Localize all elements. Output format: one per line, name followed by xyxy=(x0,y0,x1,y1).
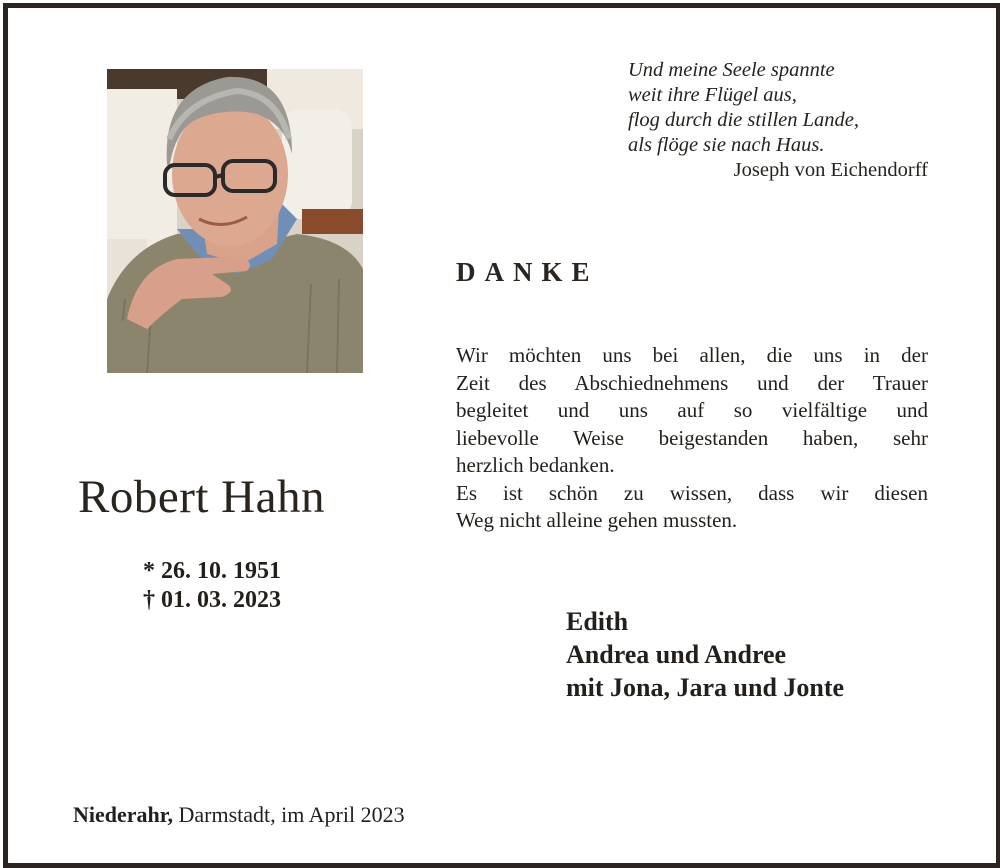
message-line: Wir möchten uns bei allen, die uns in der xyxy=(456,343,928,367)
message-line: herzlich bedanken. xyxy=(456,453,615,477)
family-line: mit Jona, Jara und Jonte xyxy=(566,673,845,702)
poem-line: flog durch die stillen Lande, xyxy=(628,109,859,131)
death-date: † 01. 03. 2023 xyxy=(143,586,281,613)
poem-line: weit ihre Flügel aus, xyxy=(628,84,797,106)
message-line: Weg nicht alleine gehen mussten. xyxy=(456,508,738,532)
place-name: Niederahr, xyxy=(73,802,174,827)
deceased-name: Robert Hahn xyxy=(78,471,325,523)
birth-date: * 26. 10. 1951 xyxy=(143,558,281,584)
poem-line: als flöge sie nach Haus. xyxy=(628,134,825,156)
portrait-photo xyxy=(107,69,363,373)
family-signature xyxy=(566,605,844,704)
poem-quote xyxy=(628,58,928,183)
danke-heading: DANKE xyxy=(456,257,599,287)
message-line: Es ist schön zu wissen, dass wir diesen xyxy=(456,480,928,505)
family-line: Andrea und Andree xyxy=(566,640,787,669)
poem-line: Und meine Seele spannte xyxy=(628,59,835,81)
place-date-line xyxy=(73,802,405,828)
place-date: Darmstadt, im April 2023 xyxy=(173,802,405,827)
poem-author: Joseph von Eichendorff xyxy=(733,159,928,181)
message-line: begleitet und uns auf so vielfältige und xyxy=(456,398,928,422)
thank-you-message xyxy=(456,342,928,535)
message-line: Zeit des Abschiednehmens und der Trauer xyxy=(456,370,928,395)
family-line: Edith xyxy=(566,607,629,636)
life-dates xyxy=(143,557,281,614)
message-line: liebevolle Weise beigestanden haben, sehr xyxy=(456,425,928,450)
